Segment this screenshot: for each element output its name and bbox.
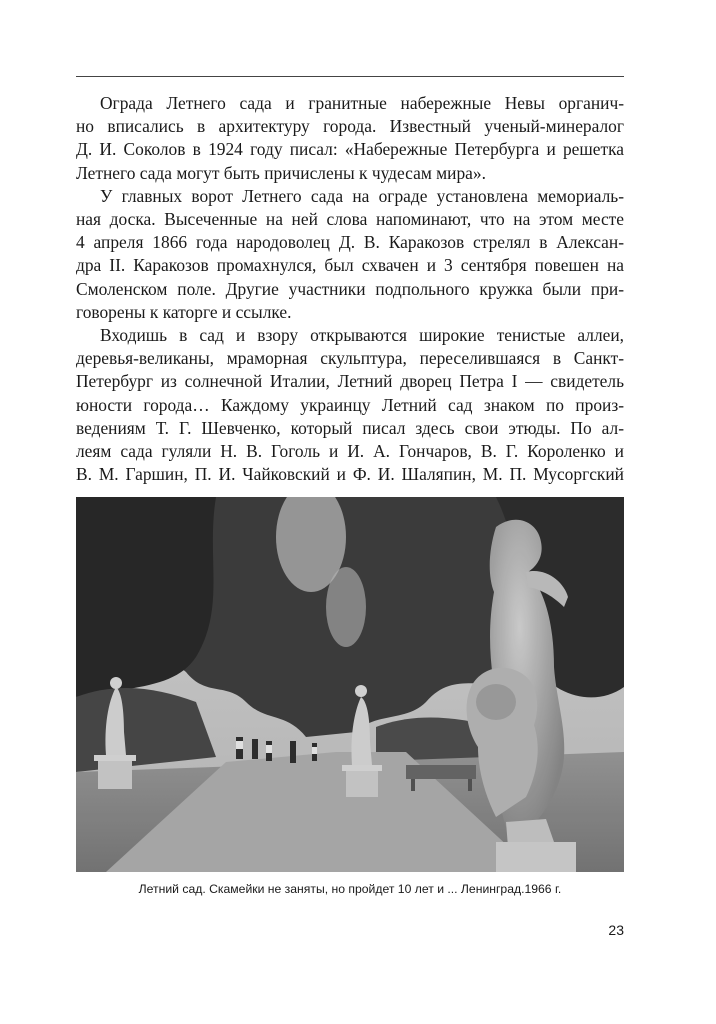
text-line: Ограда Летнего сада и гранитные набережные Невы органич-: [100, 93, 624, 113]
text-line: 4 апреля 1866 года народоволец Д. В. Каракозов стрелял в Алексан-: [76, 232, 624, 253]
text-line: У главных ворот Летнего сада на ограде установлена мемориаль-: [100, 185, 624, 206]
text-line: Д. И. Соколов в 1924 году писал: «Набережные Петербурга и решетка: [76, 139, 624, 160]
text-line: Петербург из солнечной Италии, Летний дворец Петра I — свидетель: [76, 371, 624, 392]
summer-garden-photo: [76, 497, 624, 872]
text-line: деревья-великаны, мраморная скульптура, переселившаяся в Санкт-: [76, 348, 624, 369]
paragraph-1: [76, 92, 624, 185]
text-line: говорены к каторге и ссылке.: [76, 301, 292, 322]
text-line: В. М. Гаршин, П. И. Чайковский и Ф. И. Шаляпин, М. П. Мусоргский: [76, 464, 624, 485]
text-line: но вписались в архитектуру города. Известный ученый-минералог: [76, 116, 624, 137]
paragraph-3: [76, 324, 624, 486]
photo-caption: Летний сад. Скамейки не заняты, но пройдет 10 лет и ... Ленинград.1966 г.: [138, 882, 562, 896]
text-line: ведениям Т. Г. Шевченко, который писал здесь свои этюды. По ал-: [76, 417, 624, 438]
text-line: Смоленском поле. Другие участники подпольного кружка были при-: [76, 278, 624, 299]
text-line: юности города… Каждому украинцу Летний сад знаком по произ-: [76, 394, 624, 415]
page-number: 23: [608, 922, 624, 938]
text-line: Летнего сада могут быть причислены к чудесам мира».: [76, 162, 486, 183]
body-text: [76, 92, 624, 486]
paragraph-2: [76, 185, 624, 324]
header-rule: [76, 76, 624, 77]
text-line: леям сада гуляли Н. В. Гоголь и И. А. Гончаров, В. Г. Короленко и: [76, 441, 624, 462]
text-line: дра II. Каракозов промахнулся, был схвачен и 3 сентября повешен на: [76, 255, 624, 276]
text-line: ная доска. Высеченные на ней слова напоминают, что на этом месте: [76, 209, 624, 230]
text-line: Входишь в сад и взору открываются широкие тенистые аллеи,: [100, 325, 624, 346]
